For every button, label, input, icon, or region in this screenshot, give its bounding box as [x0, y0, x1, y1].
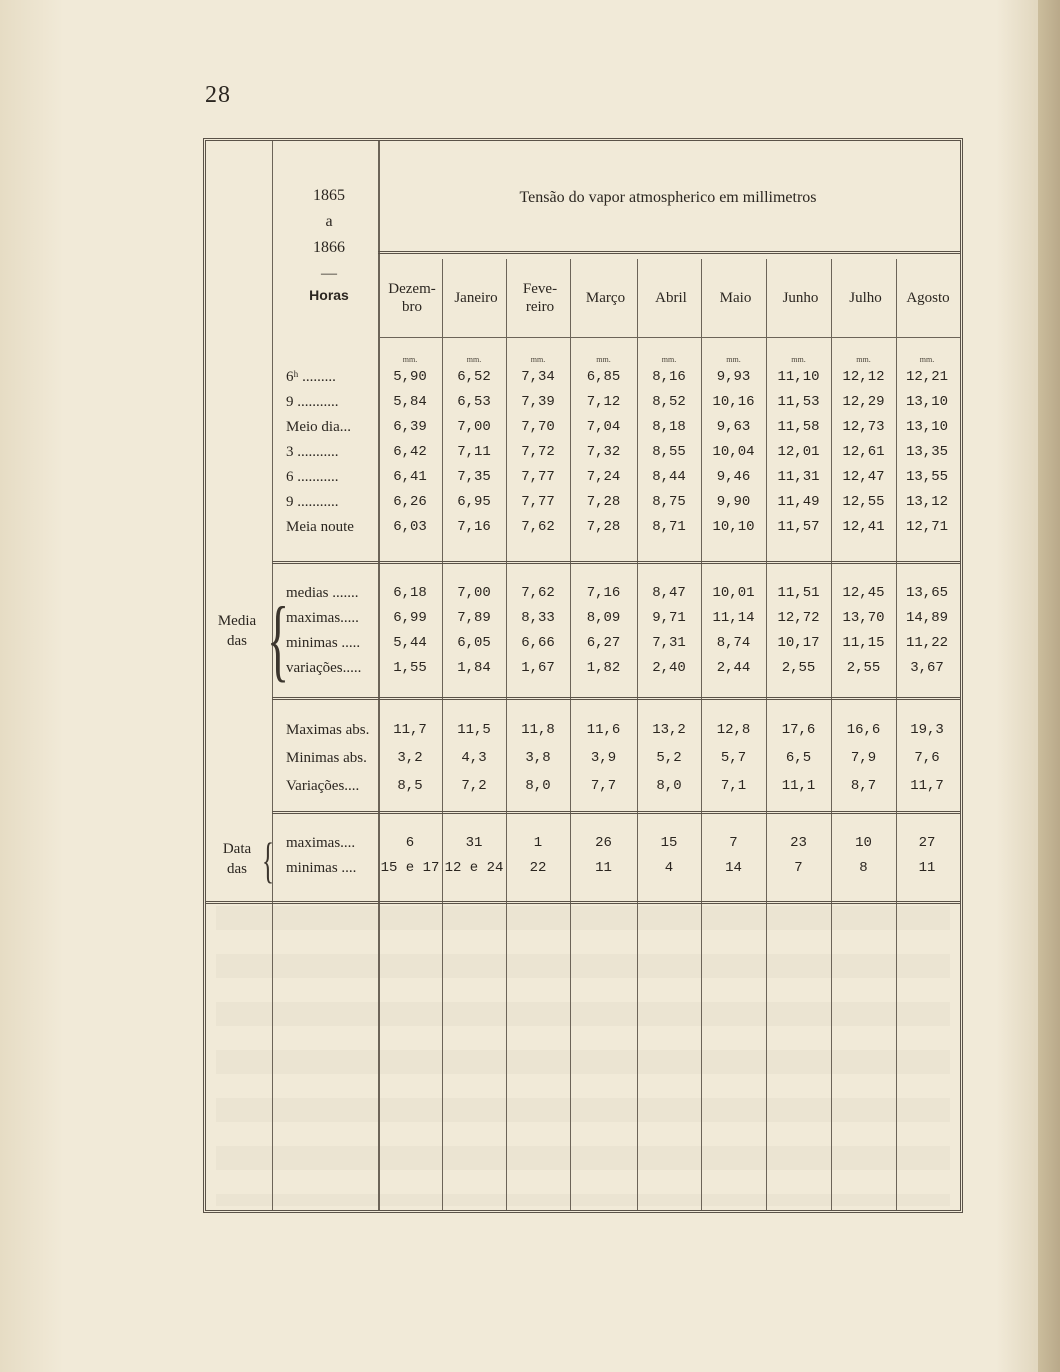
rule-h-months: [378, 337, 960, 338]
table-cell: 13,35: [905, 444, 948, 460]
row-label: 9 ...........: [286, 494, 339, 510]
table-cell: 11,1: [781, 778, 816, 794]
table-cell: 10,04: [712, 444, 755, 460]
month-header: Dezem- bro: [388, 281, 436, 315]
table-cell: 9,71: [652, 610, 686, 626]
row-label: Minimas abs.: [286, 750, 367, 766]
month-header: Abril: [655, 290, 687, 306]
year-dash: —: [321, 265, 337, 282]
row-label: 9 ...........: [286, 394, 339, 410]
table-cell: 7,89: [457, 610, 491, 626]
table-cell: 7,7: [590, 778, 617, 794]
table-cell: 7,2: [461, 778, 487, 794]
table-cell: 11,58: [777, 419, 820, 435]
table-cell: 7,00: [457, 419, 491, 435]
table-cell: 11: [595, 860, 612, 876]
table-row: [206, 778, 966, 803]
table-cell: 8,75: [652, 494, 686, 510]
table-cell: 7,62: [521, 585, 555, 601]
table-cell: 7,16: [586, 585, 621, 601]
page-number: 28: [205, 82, 231, 108]
rule-h-hourly-end: [272, 561, 960, 564]
table-cell: 9,90: [716, 494, 751, 510]
table-cell: 12,71: [905, 519, 948, 535]
table-cell: 11,49: [777, 494, 820, 510]
table-cell: 1: [533, 835, 543, 851]
table-cell: 19,3: [910, 722, 944, 738]
table-cell: 12,29: [842, 394, 885, 410]
table-cell: 14,89: [905, 610, 948, 626]
table-cell: 7,70: [521, 419, 555, 435]
table-cell: 13,65: [905, 585, 948, 601]
table-cell: 8,52: [652, 394, 686, 410]
dates-side-label-2: das: [227, 861, 247, 877]
table-row: [206, 494, 966, 519]
table-cell: 12 e 24: [444, 860, 504, 876]
table-cell: 6,99: [393, 610, 427, 626]
table-cell: 11,53: [777, 394, 820, 410]
row-label: maximas....: [286, 835, 356, 851]
table-cell: 7,28: [586, 494, 621, 510]
table-cell: 8,0: [525, 778, 551, 794]
table-cell: 5,84: [393, 394, 427, 410]
table-row: [206, 750, 966, 775]
unit-label: mm.: [466, 355, 482, 364]
table-cell: 14: [725, 860, 742, 876]
page-edge: [1038, 0, 1060, 1372]
table-cell: 11,7: [910, 778, 944, 794]
month-header: Julho: [849, 290, 882, 306]
table-cell: 11,14: [712, 610, 755, 626]
table-cell: 6,27: [586, 635, 621, 651]
table-cell: 7,35: [457, 469, 491, 485]
table-cell: 9,93: [716, 369, 751, 385]
table-cell: 12,72: [777, 610, 820, 626]
table-cell: 6,95: [457, 494, 491, 510]
month-header-row: [380, 259, 956, 337]
table-cell: 6,39: [393, 419, 427, 435]
table-cell: 11: [918, 860, 936, 876]
brace-icon: {: [262, 832, 274, 888]
table-cell: 11,31: [777, 469, 820, 485]
table-cell: 7,28: [586, 519, 621, 535]
table-cell: 12,55: [842, 494, 885, 510]
table-cell: 15 e 17: [380, 860, 440, 876]
table-cell: 3,8: [525, 750, 551, 766]
unit-label: mm.: [596, 355, 611, 364]
table-cell: 13,10: [905, 394, 948, 410]
row-label: minimas .....: [286, 635, 361, 651]
month-header: Maio: [719, 290, 752, 306]
table-cell: 8,33: [521, 610, 555, 626]
table-cell: 6,26: [393, 494, 427, 510]
table-cell: 7,12: [586, 394, 621, 410]
table-row: [206, 722, 966, 747]
rule-h-title: [378, 251, 960, 254]
table-cell: 12,73: [842, 419, 885, 435]
table-cell: 7,77: [521, 494, 555, 510]
table-cell: 8,71: [652, 519, 686, 535]
table-cell: 11,22: [905, 635, 948, 651]
table-cell: 10,17: [777, 635, 820, 651]
table-cell: 10,10: [712, 519, 755, 535]
brace-icon: {: [267, 588, 290, 690]
table-cell: 12,21: [905, 369, 948, 385]
table-cell: 7,11: [457, 444, 491, 460]
table-cell: 7,34: [521, 369, 555, 385]
table-cell: 6,85: [586, 369, 621, 385]
table-cell: 6,18: [393, 585, 427, 601]
table-row: [206, 660, 966, 685]
unit-label: mm.: [919, 355, 935, 364]
table-row: [206, 394, 966, 419]
table-cell: 3,2: [397, 750, 423, 766]
table-cell: 2,55: [781, 660, 816, 676]
table-cell: 7,31: [652, 635, 686, 651]
table-cell: 3,67: [910, 660, 944, 676]
table-cell: 5,44: [393, 635, 427, 651]
unit-row: [206, 355, 966, 367]
table-cell: 7,04: [586, 419, 621, 435]
table-cell: 11,8: [521, 722, 555, 738]
table-cell: 6,5: [785, 750, 812, 766]
table-cell: 9,46: [716, 469, 751, 485]
table-cell: 22: [529, 860, 547, 876]
year-sep: a: [325, 213, 333, 230]
table-cell: 11,7: [393, 722, 427, 738]
table-cell: 1,55: [393, 660, 427, 676]
table-cell: 8,44: [652, 469, 686, 485]
table-cell: 7: [729, 835, 738, 851]
month-header: Feve- reiro: [522, 281, 558, 315]
year-from: 1865: [313, 187, 345, 204]
table-cell: 11,15: [842, 635, 885, 651]
unit-label: mm.: [856, 355, 871, 364]
table-cell: 6,52: [457, 369, 491, 385]
table-cell: 12,47: [842, 469, 885, 485]
table-cell: 7,39: [521, 394, 555, 410]
table-row: [206, 835, 966, 860]
table-cell: 13,70: [842, 610, 885, 626]
table-cell: 23: [790, 835, 807, 851]
row-label: maximas.....: [286, 610, 359, 626]
row-label: medias .......: [286, 585, 359, 601]
table-cell: 2,55: [846, 660, 881, 676]
medias-side-label-1: Media: [217, 613, 257, 629]
row-label: Meio dia...: [286, 419, 351, 435]
table-cell: 8: [859, 860, 868, 876]
table-cell: 7,62: [521, 519, 555, 535]
table-cell: 7: [794, 860, 803, 876]
table-cell: 11,6: [586, 722, 621, 738]
table-cell: 2,40: [652, 660, 686, 676]
month-header: Março: [585, 290, 626, 306]
hours-label: Horas: [309, 287, 349, 303]
table-cell: 11,10: [777, 369, 820, 385]
table-cell: 6,66: [521, 635, 555, 651]
table-cell: 12,45: [842, 585, 885, 601]
dates-side-label-1: Data: [222, 841, 252, 857]
row-label: Variações....: [286, 778, 360, 794]
table-cell: 15: [660, 835, 678, 851]
table-cell: 7,32: [586, 444, 621, 460]
table-cell: 4,3: [461, 750, 487, 766]
unit-label: mm.: [791, 355, 806, 364]
table-cell: 7,72: [521, 444, 555, 460]
unit-label: mm.: [402, 355, 418, 364]
table-row: [206, 369, 966, 394]
table-cell: 5,7: [720, 750, 747, 766]
table-cell: 1,67: [521, 660, 555, 676]
table-cell: 6,03: [393, 519, 427, 535]
table-cell: 8,09: [586, 610, 621, 626]
table-cell: 12,8: [716, 722, 751, 738]
table-cell: 9,63: [716, 419, 751, 435]
year-range: [289, 183, 369, 287]
table-cell: 3,9: [590, 750, 617, 766]
table-row: [206, 444, 966, 469]
table-cell: 16,6: [846, 722, 881, 738]
table-cell: 11,51: [777, 585, 820, 601]
row-label: 6 ...........: [286, 469, 339, 485]
table-row: [206, 519, 966, 544]
month-header: Janeiro: [454, 290, 498, 306]
month-header: Agosto: [906, 290, 950, 306]
table-cell: 7,00: [457, 585, 491, 601]
table-row: [206, 419, 966, 444]
table-cell: 12,61: [842, 444, 885, 460]
table-cell: 8,5: [397, 778, 423, 794]
table-cell: 11,57: [777, 519, 820, 535]
table-cell: 4: [664, 860, 674, 876]
row-label: 3 ...........: [286, 444, 339, 460]
month-header: Junho: [782, 290, 819, 306]
table-cell: 2,44: [716, 660, 751, 676]
row-label: Maximas abs.: [286, 722, 370, 738]
table-cell: 8,74: [716, 635, 751, 651]
row-label: minimas ....: [286, 860, 357, 876]
table-cell: 31: [465, 835, 483, 851]
table-cell: 8,47: [652, 585, 686, 601]
show-through-area: [216, 906, 950, 1206]
table-cell: 27: [918, 835, 936, 851]
table-row: [206, 469, 966, 494]
table-frame: [203, 138, 963, 1213]
row-label: variações.....: [286, 660, 362, 676]
medias-side-label-2: das: [227, 633, 247, 649]
table-cell: 1,84: [457, 660, 491, 676]
table-cell: 5,90: [393, 369, 427, 385]
table-cell: 8,16: [652, 369, 686, 385]
table-cell: 6,05: [457, 635, 491, 651]
table-cell: 13,12: [905, 494, 948, 510]
table-cell: 8,55: [652, 444, 686, 460]
table-cell: 6,53: [457, 394, 491, 410]
table-cell: 6,41: [393, 469, 427, 485]
table-cell: 12,01: [777, 444, 820, 460]
table-cell: 10: [855, 835, 872, 851]
unit-label: mm.: [726, 355, 741, 364]
table-cell: 1,82: [586, 660, 621, 676]
table-cell: 7,9: [850, 750, 877, 766]
table-cell: 17,6: [781, 722, 816, 738]
rule-h-medias-end: [272, 697, 960, 700]
table-cell: 7,24: [586, 469, 621, 485]
table-cell: 7,16: [457, 519, 491, 535]
table-row: [206, 585, 966, 610]
row-label: 6ʰ .........: [286, 369, 336, 385]
table-cell: 10,16: [712, 394, 755, 410]
table-cell: 13,2: [652, 722, 686, 738]
table-cell: 6,42: [393, 444, 427, 460]
table-cell: 8,0: [656, 778, 682, 794]
rule-h-abs-end: [272, 811, 960, 814]
table-title: Tensão do vapor atmospherico em millimetros: [519, 189, 817, 206]
table-row: [206, 635, 966, 660]
table-row: [206, 860, 966, 885]
unit-label: mm.: [661, 355, 677, 364]
table-cell: 13,55: [905, 469, 948, 485]
table-cell: 8,18: [652, 419, 686, 435]
table-cell: 5,2: [656, 750, 682, 766]
table-row: [206, 610, 966, 635]
table-cell: 12,41: [842, 519, 885, 535]
table-cell: 7,1: [720, 778, 747, 794]
table-cell: 10,01: [712, 585, 755, 601]
table-cell: 26: [595, 835, 612, 851]
table-cell: 12,12: [842, 369, 885, 385]
table-cell: 7,6: [914, 750, 940, 766]
table-cell: 11,5: [457, 722, 491, 738]
table-cell: 7,77: [521, 469, 555, 485]
table-cell: 6: [405, 835, 415, 851]
rule-h-data-end: [206, 901, 960, 904]
row-label: Meia noute: [286, 519, 354, 535]
table-cell: 8,7: [850, 778, 877, 794]
year-to: 1866: [313, 239, 345, 256]
unit-label: mm.: [530, 355, 546, 364]
table-cell: 13,10: [905, 419, 948, 435]
